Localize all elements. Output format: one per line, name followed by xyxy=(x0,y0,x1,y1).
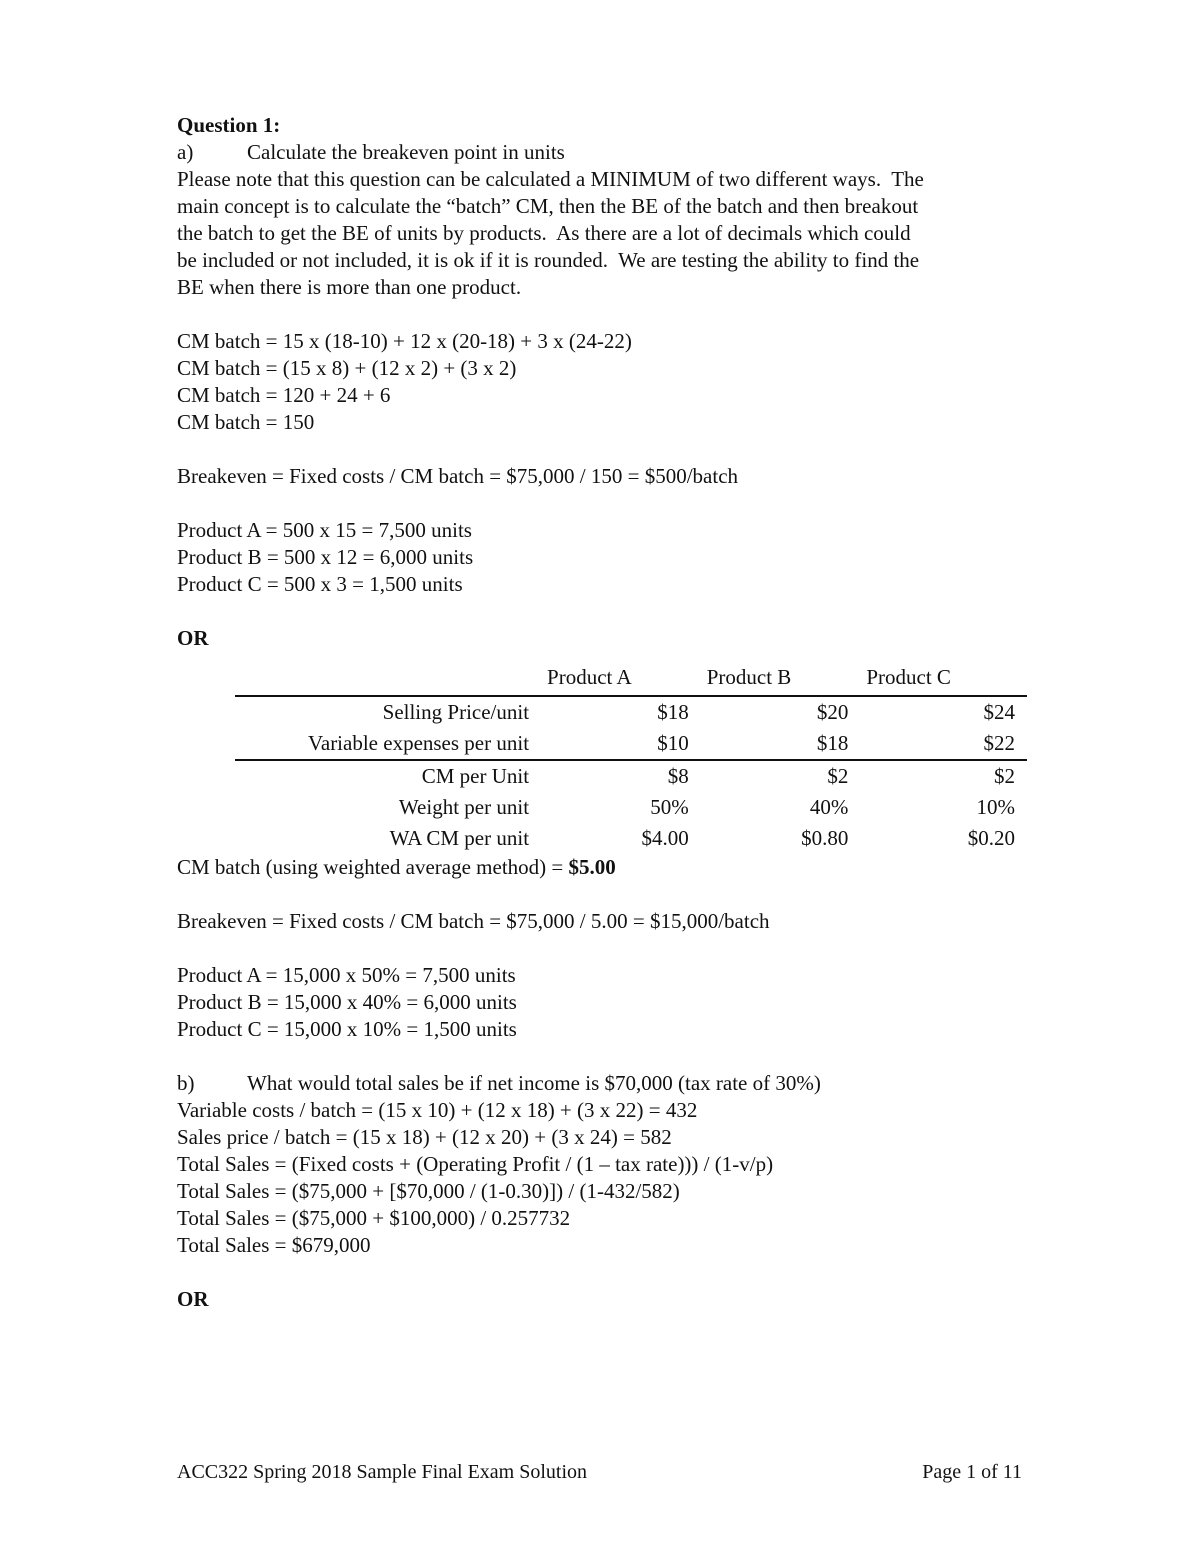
cell-value: $18 xyxy=(689,728,849,760)
cell-value: $2 xyxy=(827,764,849,788)
or-separator: OR xyxy=(177,626,209,650)
cm-table xyxy=(235,660,1027,854)
breakeven-line: Breakeven = Fixed costs / CM batch = $75,000 / 5.00 = $15,000/batch xyxy=(177,909,770,933)
document-page xyxy=(177,112,1027,1313)
cell-value: $4.00 xyxy=(641,826,689,850)
part-a-heading xyxy=(177,139,1027,166)
product-line: Product A = 15,000 x 50% = 7,500 units xyxy=(177,963,516,987)
cell-value: 40% xyxy=(809,795,849,819)
cell-value: $18 xyxy=(657,700,689,724)
page-number: Page 1 of 11 xyxy=(922,1461,1022,1483)
cell-value: 50% xyxy=(650,795,689,819)
sales-line: Total Sales = ($75,000 + [$70,000 / (1-0.30)]) / (1-432/582) xyxy=(177,1179,680,1203)
cell-value: 10% xyxy=(976,795,1015,819)
table-row xyxy=(235,823,1027,854)
cell-value: $10 xyxy=(529,728,689,760)
breakeven-line: Breakeven = Fixed costs / CM batch = $75,000 / 150 = $500/batch xyxy=(177,464,739,488)
part-b-letter: b) xyxy=(177,1071,195,1095)
table-header-product-b: Product B xyxy=(689,660,849,696)
product-line: Product B = 15,000 x 40% = 6,000 units xyxy=(177,990,517,1014)
table-row xyxy=(235,760,1027,792)
cell-value: $20 xyxy=(816,700,849,724)
row-label: Variable expenses per unit xyxy=(235,728,529,760)
sales-line: Total Sales = (Fixed costs + (Operating Profit / (1 – tax rate))) / (1-v/p) xyxy=(177,1152,774,1176)
table-header-product-a: Product A xyxy=(529,660,689,696)
cell-value: $0.20 xyxy=(967,826,1015,850)
cm-weighted-text: CM batch (using weighted average method) = xyxy=(177,855,569,879)
product-line: Product C = 500 x 3 = 1,500 units xyxy=(177,572,463,596)
intro-line: main concept is to calculate the “batch” CM, then the BE of the batch and then breakout xyxy=(177,194,919,218)
sales-line: Total Sales = $679,000 xyxy=(177,1233,371,1257)
intro-line: Please note that this question can be calculated a MINIMUM of two different ways. The xyxy=(177,167,924,191)
table-header-empty xyxy=(235,660,529,696)
table-header-product-c: Product C xyxy=(848,660,1027,696)
or-separator: OR xyxy=(177,1287,209,1311)
question-title: Question 1: xyxy=(177,113,281,137)
table-header-row xyxy=(235,660,1027,696)
cell-value: $2 xyxy=(994,764,1015,788)
table-row xyxy=(235,728,1027,760)
cm-batch-line: CM batch = (15 x 8) + (12 x 2) + (3 x 2) xyxy=(177,356,517,380)
intro-line: the batch to get the BE of units by products. As there are a lot of decimals which could xyxy=(177,221,911,245)
cell-value: $24 xyxy=(983,700,1015,724)
cell-value: $0.80 xyxy=(801,826,849,850)
cm-batch-line: CM batch = 150 xyxy=(177,410,315,434)
table-row xyxy=(235,792,1027,823)
sales-line: Sales price / batch = (15 x 18) + (12 x 20) + (3 x 24) = 582 xyxy=(177,1125,672,1149)
cell-value: $8 xyxy=(667,764,689,788)
part-b-text: What would total sales be if net income is $70,000 (tax rate of 30%) xyxy=(247,1071,821,1095)
product-line: Product C = 15,000 x 10% = 1,500 units xyxy=(177,1017,517,1041)
intro-line: BE when there is more than one product. xyxy=(177,275,522,299)
sales-line: Variable costs / batch = (15 x 10) + (12 x 18) + (3 x 22) = 432 xyxy=(177,1098,698,1122)
product-line: Product A = 500 x 15 = 7,500 units xyxy=(177,518,472,542)
part-a-letter: a) xyxy=(177,140,194,164)
part-b-heading xyxy=(177,1070,1027,1097)
footer-title: ACC322 Spring 2018 Sample Final Exam Solution xyxy=(177,1461,588,1483)
row-label: Weight per unit xyxy=(398,795,530,819)
row-label: Selling Price/unit xyxy=(382,700,530,724)
cm-weighted-line xyxy=(177,854,1027,881)
cm-batch-line: CM batch = 120 + 24 + 6 xyxy=(177,383,391,407)
page-footer xyxy=(177,1459,1022,1486)
cell-value: $22 xyxy=(848,728,1027,760)
part-a-text: Calculate the breakeven point in units xyxy=(247,140,565,164)
intro-line: be included or not included, it is ok if it is rounded. We are testing the ability to find the xyxy=(177,248,920,272)
row-label: CM per Unit xyxy=(421,764,530,788)
product-line: Product B = 500 x 12 = 6,000 units xyxy=(177,545,474,569)
cm-weighted-value: $5.00 xyxy=(568,855,616,879)
sales-line: Total Sales = ($75,000 + $100,000) / 0.257732 xyxy=(177,1206,571,1230)
table-row xyxy=(235,696,1027,728)
row-label: WA CM per unit xyxy=(389,826,530,850)
cm-batch-line: CM batch = 15 x (18-10) + 12 x (20-18) + 3 x (24-22) xyxy=(177,329,632,353)
